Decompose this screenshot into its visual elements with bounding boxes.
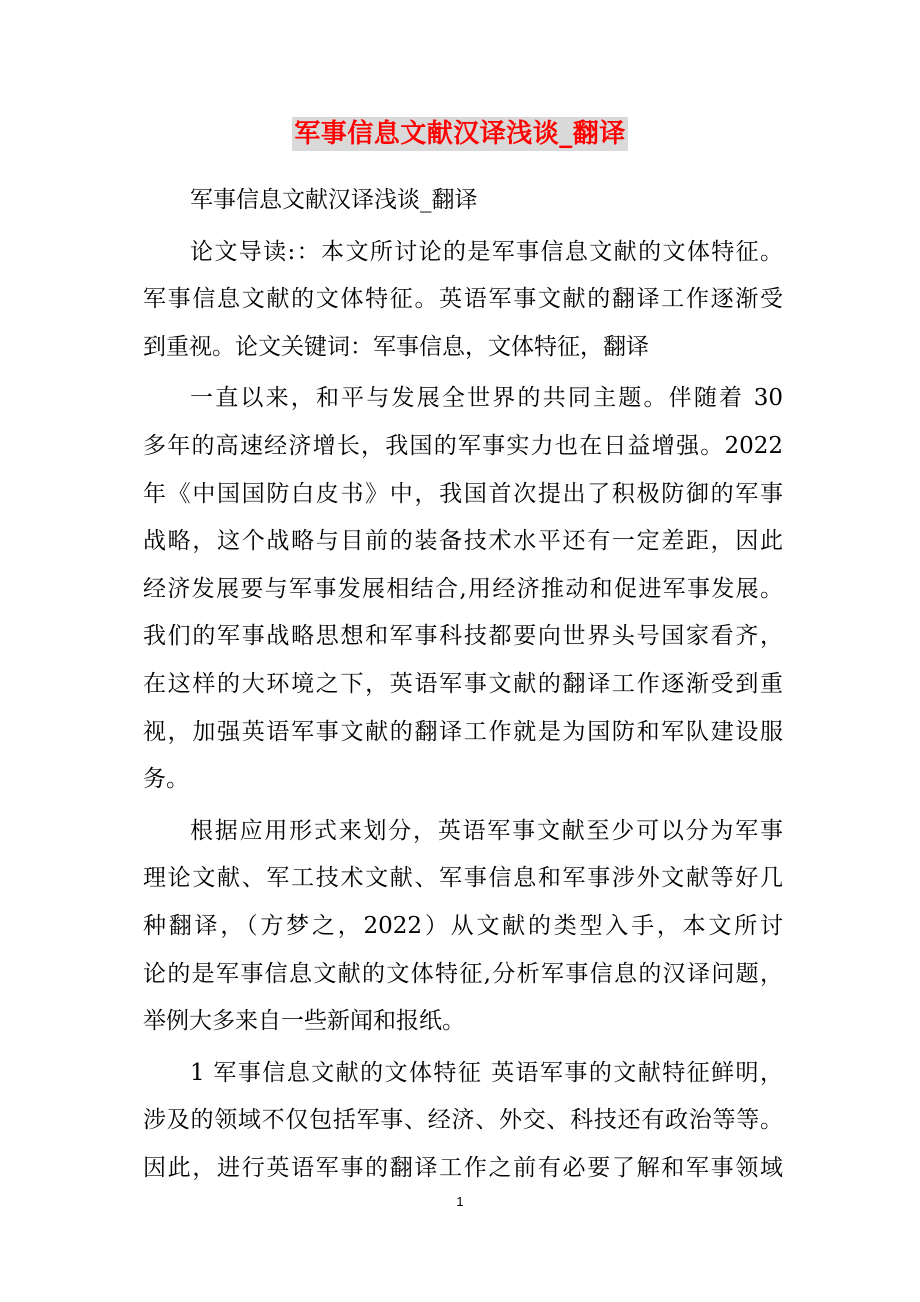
text-line: 论的是军事信息文献的文体特征,分析军事信息的汉译问题， — [143, 960, 783, 987]
text-line: 我们的军事战略思想和军事科技都要向世界头号国家看齐， — [143, 623, 783, 650]
text-line: 年《中国国防白皮书》中，我国首次提出了积极防御的军事 — [143, 480, 783, 507]
title-wrap — [0, 117, 920, 151]
text-line: 1 军事信息文献的文体特征 英语军事的文献特征鲜明， — [190, 1059, 783, 1086]
text-line: 在这样的大环境之下，英语军事文献的翻译工作逐渐受到重 — [143, 670, 783, 697]
text-line: 视，加强英语军事文献的翻译工作就是为国防和军队建设服 — [143, 718, 783, 745]
paragraph — [143, 1050, 783, 1193]
text-line: 军事信息文献汉译浅谈_翻译 — [190, 187, 478, 213]
text-line: 因此，进行英语军事的翻译工作之前有必要了解和军事领域 — [143, 1154, 783, 1181]
text-line: 根据应用形式来划分，英语军事文献至少可以分为军事 — [190, 817, 783, 844]
document-body — [143, 177, 783, 1196]
text-line: 战略，这个战略与目前的装备技术水平还有一定差距，因此 — [143, 528, 783, 555]
text-line: 涉及的领域不仅包括军事、经济、外交、科技还有政治等等。 — [143, 1107, 783, 1134]
text-line: 到重视。论文关键词：军事信息，文体特征，翻译 — [143, 333, 649, 360]
paragraph — [143, 808, 783, 1046]
paragraph — [143, 229, 783, 372]
text-line: 一直以来，和平与发展全世界的共同主题。伴随着 30 — [190, 385, 783, 412]
text-line: 论文导读:：本文所讨论的是军事信息文献的文体特征。 — [190, 238, 783, 265]
text-line: 务。 — [143, 766, 189, 793]
document-title: 军事信息文献汉译浅谈_翻译 — [294, 119, 626, 149]
text-line: 经济发展要与军事发展相结合,用经济推动和促进军事发展。 — [143, 575, 783, 602]
text-line: 军事信息文献的文体特征。英语军事文献的翻译工作逐渐受 — [143, 286, 783, 313]
text-line: 举例大多来自一些新闻和报纸。 — [143, 1008, 465, 1035]
text-line: 理论文献、军工技术文献、军事信息和军事涉外文献等好几 — [143, 865, 783, 892]
paragraph — [143, 375, 783, 803]
paragraph — [143, 177, 783, 225]
text-line: 多年的高速经济增长，我国的军事实力也在日益增强。2022 — [143, 432, 783, 459]
page-number: 1 — [456, 1194, 464, 1209]
text-line: 种翻译，（方梦之，2022）从文献的类型入手，本文所讨 — [143, 912, 783, 939]
